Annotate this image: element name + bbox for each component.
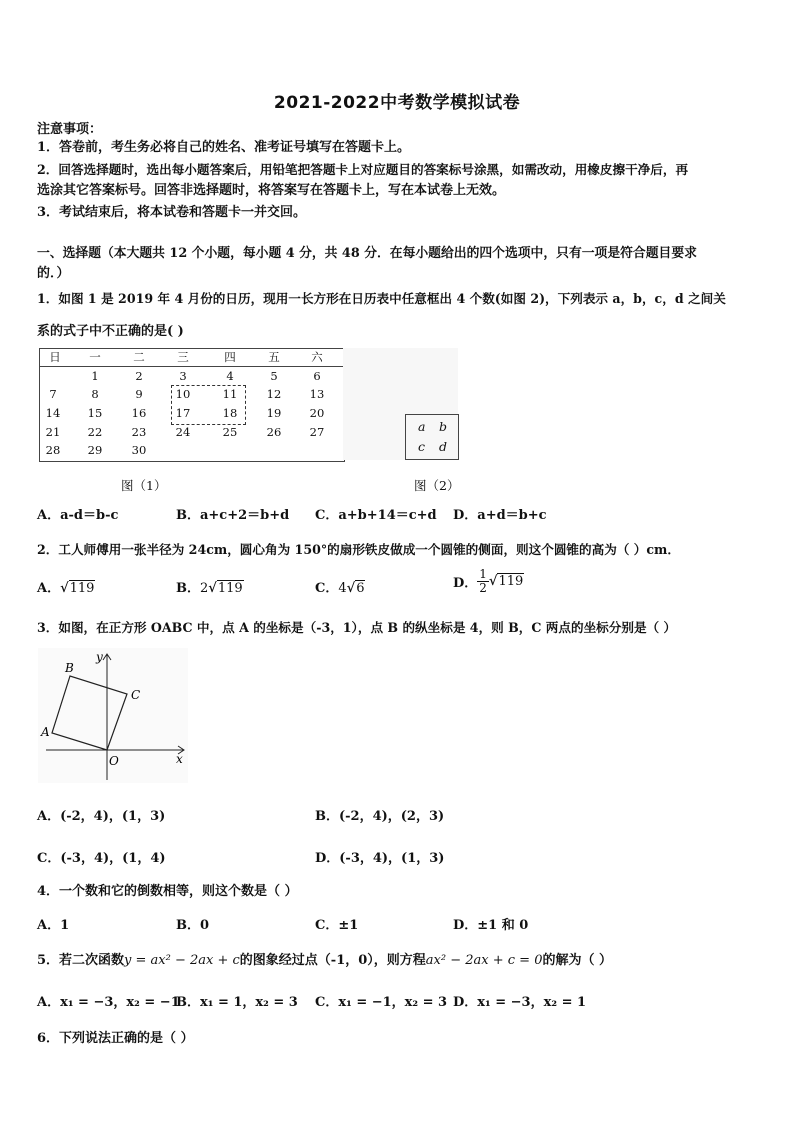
radicand: 119 bbox=[217, 581, 243, 596]
calendar-day: 17 bbox=[175, 406, 191, 420]
calendar-weekday: 六 bbox=[311, 350, 323, 364]
label-C: C bbox=[131, 688, 141, 702]
question-6-stem: 6．下列说法正确的是（ ） bbox=[37, 1031, 194, 1046]
calendar-day: 25 bbox=[222, 425, 238, 439]
cell-b: b bbox=[439, 419, 448, 434]
section-heading: 一、选择题（本大题共 12 个小题，每小题 4 分，共 48 分．在每小题给出的四个选项中，只有一项是符合题目要求 bbox=[37, 246, 697, 261]
calendar-weekday: 日 bbox=[49, 350, 61, 364]
q5-option-c: C．x₁ = −1，x₂ = 3 bbox=[315, 995, 448, 1010]
label-y: y bbox=[96, 650, 103, 664]
q2-option-d bbox=[453, 568, 524, 595]
question-4-stem: 4．一个数和它的倒数相等，则这个数是（ ） bbox=[37, 884, 298, 899]
calendar-weekday: 五 bbox=[268, 350, 280, 364]
q2-option-c bbox=[315, 577, 365, 596]
q5-option-b: B．x₁ = 1，x₂ = 3 bbox=[176, 995, 298, 1010]
notice-heading: 注意事项： bbox=[37, 122, 103, 137]
calendar-day: 5 bbox=[270, 369, 278, 383]
calendar-day: 9 bbox=[135, 387, 143, 401]
q3-option-c: C．(-3，4)，(1，4) bbox=[37, 851, 166, 866]
calendar-day: 27 bbox=[309, 425, 325, 439]
selection-rectangle bbox=[171, 385, 246, 425]
coefficient: 2 bbox=[200, 581, 209, 596]
figure-1-caption: 图（1） bbox=[121, 478, 167, 493]
notice-item: 选涂其它答案标号。回答非选择题时，将答案写在答题卡上，写在本试卷上无效。 bbox=[37, 183, 506, 198]
calendar-day: 8 bbox=[91, 387, 99, 401]
option-label: C． bbox=[315, 581, 339, 596]
radicand: 119 bbox=[69, 581, 95, 596]
sqrt-expression: √119 bbox=[488, 574, 524, 589]
stem-text: 5．若二次函数 bbox=[37, 953, 125, 968]
q5-option-d: D．x₁ = −3，x₂ = 1 bbox=[453, 995, 587, 1010]
calendar-day: 4 bbox=[226, 369, 234, 383]
q4-option-d: D．±1 和 0 bbox=[453, 918, 529, 933]
option-label: D． bbox=[453, 576, 478, 591]
numerator: 1 bbox=[479, 567, 487, 581]
calendar-day: 19 bbox=[266, 406, 282, 420]
cell-a: a bbox=[418, 419, 426, 434]
label-x: x bbox=[176, 752, 183, 766]
notice-item: 1．答卷前，考生务必将自己的姓名、准考证号填写在答题卡上。 bbox=[37, 140, 411, 155]
cell-d: d bbox=[439, 439, 448, 454]
calendar-day: 14 bbox=[45, 406, 61, 420]
page-title: 2021-2022中考数学模拟试卷 bbox=[273, 93, 521, 113]
fraction bbox=[477, 568, 489, 595]
calendar-day: 7 bbox=[49, 387, 57, 401]
calendar-day: 10 bbox=[175, 387, 191, 401]
label-O: O bbox=[109, 754, 119, 768]
radicand: 119 bbox=[498, 574, 524, 589]
question-1-stem: 1．如图 1 是 2019 年 4 月份的日历，现用一长方形在日历表中任意框出 4 个数(如图 2)，下列表示 a，b，c，d 之间关 bbox=[37, 291, 726, 306]
calendar-day: 1 bbox=[91, 369, 99, 383]
radicand: 6 bbox=[356, 581, 365, 596]
calendar-day: 29 bbox=[87, 443, 103, 457]
calendar-weekday: 三 bbox=[177, 350, 189, 364]
calendar-day: 24 bbox=[175, 425, 191, 439]
calendar-weekday: 四 bbox=[224, 350, 236, 364]
q1-option-c: C．a+b+14＝c+d bbox=[315, 508, 437, 523]
calendar-day: 3 bbox=[179, 369, 187, 383]
option-label: A． bbox=[37, 581, 61, 596]
question-5-stem bbox=[37, 950, 612, 972]
calendar-day: 26 bbox=[266, 425, 282, 439]
q2-option-a bbox=[37, 577, 95, 596]
calendar-day: 22 bbox=[87, 425, 103, 439]
calendar-day: 13 bbox=[309, 387, 325, 401]
stem-text: 的解为（ ） bbox=[542, 953, 612, 968]
calendar-day: 6 bbox=[313, 369, 321, 383]
q3-option-a: A．(-2，4)，(1，3) bbox=[37, 809, 166, 824]
q4-option-b: B．0 bbox=[176, 918, 210, 933]
label-A: A bbox=[41, 725, 50, 739]
equation-expression: ax² − 2ax + c = 0 bbox=[425, 953, 543, 968]
notice-item: 3．考试结束后，将本试卷和答题卡一并交回。 bbox=[37, 205, 307, 220]
q1-option-d: D．a+d＝b+c bbox=[453, 508, 547, 523]
question-1-stem-cont: 系的式子中不正确的是( ) bbox=[37, 324, 184, 339]
q2-option-b bbox=[176, 577, 244, 596]
question-2-stem: 2．工人师傅用一张半径为 24cm，圆心角为 150°的扇形铁皮做成一个圆锥的侧面，则这个圆锥的高为（ ）cm． bbox=[37, 542, 680, 557]
calendar-day: 16 bbox=[131, 406, 147, 420]
label-B: B bbox=[65, 661, 74, 675]
question-3-stem: 3．如图，在正方形 OABC 中，点 A 的坐标是（-3，1），点 B 的纵坐标是 4，则 B，C 两点的坐标分别是（ ） bbox=[37, 620, 677, 635]
calendar-day: 18 bbox=[222, 406, 238, 420]
cell-c: c bbox=[418, 439, 426, 454]
calendar-day: 30 bbox=[131, 443, 147, 457]
calendar-day: 20 bbox=[309, 406, 325, 420]
calendar-day: 21 bbox=[45, 425, 61, 439]
q1-option-b: B．a+c+2＝b+d bbox=[176, 508, 290, 523]
stem-text: 的图象经过点（-1，0），则方程 bbox=[239, 953, 426, 968]
q3-option-d: D．(-3，4)，(1，3) bbox=[315, 851, 445, 866]
coordinate-diagram bbox=[38, 648, 188, 783]
section-heading-cont: 的．） bbox=[37, 266, 70, 281]
function-expression: y = ax² − 2ax + c bbox=[124, 953, 240, 968]
coefficient: 4 bbox=[338, 581, 347, 596]
q5-option-a: A．x₁ = −3，x₂ = −1 bbox=[37, 995, 180, 1010]
calendar-weekday: 二 bbox=[133, 350, 145, 364]
option-label: B． bbox=[176, 581, 200, 596]
calendar-weekday: 一 bbox=[89, 350, 101, 364]
calendar-day: 2 bbox=[135, 369, 143, 383]
calendar-day: 11 bbox=[222, 387, 238, 401]
sqrt-expression: √119 bbox=[60, 581, 95, 596]
calendar-day: 28 bbox=[45, 443, 61, 457]
notice-item: 2．回答选择题时，选出每小题答案后，用铅笔把答题卡上对应题目的答案标号涂黑，如需改动，用橡皮擦干净后，再 bbox=[37, 162, 689, 177]
abcd-figure bbox=[405, 414, 459, 460]
calendar-day: 23 bbox=[131, 425, 147, 439]
q3-option-b: B．(-2，4)，(2，3) bbox=[315, 809, 445, 824]
q1-option-a: A．a-d＝b-c bbox=[37, 508, 119, 523]
figure-2-caption: 图（2） bbox=[414, 478, 460, 493]
sqrt-expression: √119 bbox=[208, 581, 243, 596]
sqrt-expression: √6 bbox=[346, 581, 365, 596]
q4-option-a: A．1 bbox=[37, 918, 70, 933]
denominator: 2 bbox=[479, 581, 487, 595]
calendar-day: 15 bbox=[87, 406, 103, 420]
q4-option-c: C．±1 bbox=[315, 918, 359, 933]
calendar-day: 12 bbox=[266, 387, 282, 401]
